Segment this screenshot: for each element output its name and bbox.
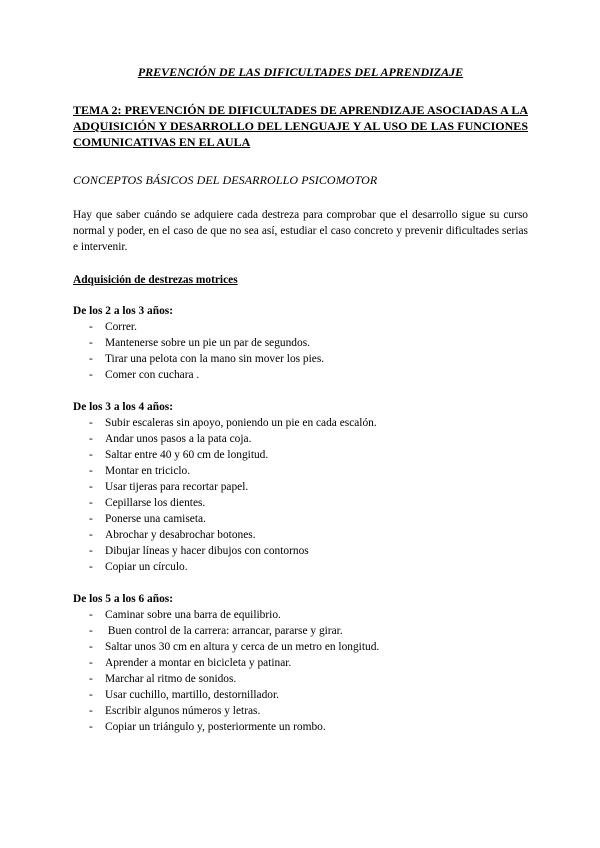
list-dash: - <box>89 545 93 557</box>
document-title: PREVENCIÓN DE LAS DIFICULTADES DEL APRENDIZAJE <box>137 65 464 79</box>
list-item-text: Marchar al ritmo de sonidos. <box>105 673 237 685</box>
list-dash: - <box>89 529 93 541</box>
list-item <box>73 431 528 447</box>
list-item-text: Cepillarse los dientes. <box>105 497 206 509</box>
list-item-text: Saltar unos 30 cm en altura y cerca de un metro en longitud. <box>105 641 380 653</box>
list-dash: - <box>89 673 93 685</box>
skill-list <box>73 607 528 735</box>
list-item-text: Montar en triciclo. <box>105 465 191 477</box>
list-item-text: Ponerse una camiseta. <box>105 513 206 525</box>
list-dash: - <box>89 481 93 493</box>
list-item <box>73 335 528 351</box>
age-group-heading: De los 2 a los 3 años: <box>73 305 173 317</box>
list-dash: - <box>89 465 93 477</box>
list-item-text: Correr. <box>105 321 137 333</box>
list-item-text: Tirar una pelota con la mano sin mover los pies. <box>105 353 325 365</box>
list-item-text: Abrochar y desabrochar botones. <box>105 529 256 541</box>
list-item <box>73 671 528 687</box>
list-dash: - <box>89 705 93 717</box>
list-item <box>73 511 528 527</box>
list-item-text: Andar unos pasos a la pata coja. <box>105 433 252 445</box>
list-item <box>73 495 528 511</box>
motor-skills-heading: Adquisición de destrezas motrices <box>73 274 238 286</box>
list-dash: - <box>89 657 93 669</box>
list-item-text: Comer con cuchara . <box>105 369 200 381</box>
skill-list <box>73 415 528 575</box>
list-item-text: Mantenerse sobre un pie un par de segundos. <box>105 337 310 349</box>
list-item-text: Usar tijeras para recortar papel. <box>105 481 249 493</box>
list-item <box>73 623 528 639</box>
list-dash: - <box>89 513 93 525</box>
age-group-heading: De los 5 a los 6 años: <box>73 593 173 605</box>
list-item <box>73 559 528 575</box>
list-dash: - <box>89 433 93 445</box>
list-dash: - <box>89 337 93 349</box>
list-dash: - <box>89 449 93 461</box>
list-item-text: Caminar sobre una barra de equilibrio. <box>105 609 281 621</box>
document-page <box>73 64 528 735</box>
age-group-3-4 <box>73 399 528 575</box>
list-item <box>73 607 528 623</box>
list-item-text: Aprender a montar en bicicleta y patinar. <box>105 657 292 669</box>
list-item <box>73 719 528 735</box>
list-item <box>73 703 528 719</box>
list-item <box>73 527 528 543</box>
list-dash: - <box>89 369 93 381</box>
list-dash: - <box>89 641 93 653</box>
list-dash: - <box>89 353 93 365</box>
tema-heading: TEMA 2: PREVENCIÓN DE DIFICULTADES DE APRENDIZAJE ASOCIADAS A LA ADQUISICIÓN Y DESARROLLO DEL LENGUAJE Y AL USO DE LAS FUNCIONES COMUNICATIVAS EN EL AULA <box>73 103 528 149</box>
list-dash: - <box>89 497 93 509</box>
list-item <box>73 479 528 495</box>
skill-list <box>73 319 528 383</box>
section-subtitle: CONCEPTOS BÁSICOS DEL DESARROLLO PSICOMOTOR <box>73 173 378 187</box>
list-dash: - <box>89 321 93 333</box>
list-item-text: Saltar entre 40 y 60 cm de longitud. <box>105 449 269 461</box>
list-item <box>73 463 528 479</box>
list-item-text: Buen control de la carrera: arrancar, pararse y girar. <box>105 625 343 637</box>
list-item <box>73 639 528 655</box>
list-dash: - <box>89 689 93 701</box>
list-dash: - <box>89 417 93 429</box>
list-item-text: Escribir algunos números y letras. <box>105 705 261 717</box>
list-item-text: Subir escaleras sin apoyo, poniendo un pie en cada escalón. <box>105 417 377 429</box>
list-dash: - <box>89 561 93 573</box>
list-item <box>73 655 528 671</box>
list-item <box>73 687 528 703</box>
list-dash: - <box>89 625 93 637</box>
list-item <box>73 415 528 431</box>
list-item <box>73 351 528 367</box>
list-item <box>73 447 528 463</box>
age-group-5-6 <box>73 591 528 735</box>
age-group-2-3 <box>73 303 528 383</box>
list-dash: - <box>89 721 93 733</box>
list-item-text: Dibujar líneas y hacer dibujos con contornos <box>105 545 309 557</box>
age-group-heading: De los 3 a los 4 años: <box>73 401 173 413</box>
list-item <box>73 543 528 559</box>
list-item-text: Usar cuchillo, martillo, destornillador. <box>105 689 279 701</box>
list-item <box>73 367 528 383</box>
intro-paragraph: Hay que saber cuándo se adquiere cada destreza para comprobar que el desarrollo sigue su curso normal y poder, en el caso de que no sea así, estudiar el caso concreto y prevenir dificultades serias e intervenir. <box>73 209 528 253</box>
list-dash: - <box>89 609 93 621</box>
list-item <box>73 319 528 335</box>
list-item-text: Copiar un triángulo y, posteriormente un rombo. <box>105 721 326 733</box>
list-item-text: Copiar un círculo. <box>105 561 188 573</box>
